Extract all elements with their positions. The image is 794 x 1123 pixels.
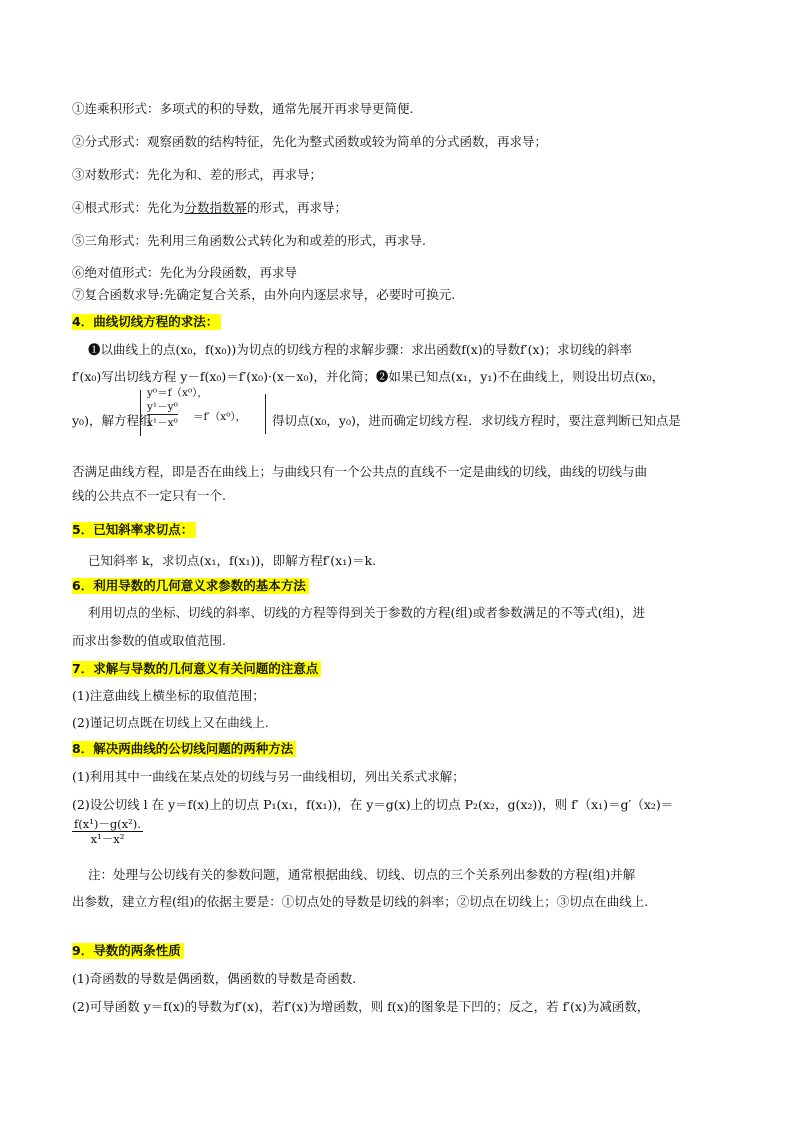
section-6-heading: 6．利用导数的几何意义求参数的基本方法 (72, 577, 732, 595)
system-row-1: y⁰＝f（x⁰）， (147, 387, 208, 399)
section-7-item-1: (1)注意曲线上横坐标的取值范围； (72, 688, 265, 703)
section-4-para-2: f′(x₀)写出切线方程 y－f(x₀)＝f′(x₀)·(x－x₀)，并化简；❷如果已知点(x₁，y₁)不在曲线上，则设出切点(x₀， (72, 369, 665, 384)
section-5-heading: 5．已知斜率求切点： (72, 521, 732, 539)
method-log-form: ③对数形式：先化为和、差的形式，再求导； (72, 167, 323, 182)
section-8-item-1: (1)利用其中一曲线在某点处的切线与另一曲线相切，列出关系式求解； (72, 769, 465, 784)
section-4-heading: 4．曲线切线方程的求法： (72, 313, 732, 331)
section-4-para-5: 线的公共点不一定只有一个. (72, 488, 226, 503)
section-8-item-2: (2)设公切线 l 在 y＝f(x)上的切点 P₁(x₁，f(x₁))，在 y＝g(x)上的切点 P₂(x₂，g(x₂))，则 f′（x₁)＝g′（x₂)＝ (72, 797, 674, 812)
method-trig-form: ⑤三角形式：先利用三角函数公式转化为和或差的形式，再求导. (72, 233, 426, 248)
section-9-item-1: (1)奇函数的导数是偶函数，偶函数的导数是奇函数. (72, 971, 357, 986)
method-fraction-form: ②分式形式：观察函数的结构特征，先化为整式函数或较为简单的分式函数，再求导； (72, 134, 548, 149)
section-9-item-2: (2)可导函数 y＝f(x)的导数为f′(x)，若f′(x)为增函数，则 f(x)的图象是下凹的；反之，若 f′(x)为减函数， (72, 999, 650, 1014)
section-6-para-2: 而求出参数的值或取值范围. (72, 633, 226, 648)
radical-text-a: ④根式形式：先化为 (72, 200, 185, 215)
slope-fraction-denominator: x¹－x² (90, 832, 125, 846)
fraction-exponent-term: 分数指数幂 (184, 200, 248, 215)
section-4-para-3b: 得切点(x₀，y₀)，进而确定切线方程．求切线方程时，要注意判断已知点是 (272, 413, 681, 428)
section-8-note-1: 注：处理与公切线有关的参数问题，通常根据曲线、切线、切点的三个关系列出参数的方程(组)并解 (88, 867, 636, 882)
section-5-para-1: 已知斜率 k，求切点(x₁，f(x₁))，即解方程f′(x₁)＝k. (88, 553, 377, 568)
method-abs-form: ⑥绝对值形式：先化为分段函数，再求导 (72, 265, 298, 280)
section-7-item-2: (2)谨记切点既在切线上又在曲线上. (72, 715, 269, 730)
section-6-para-1: 利用切点的坐标、切线的斜率、切线的方程等得到关于参数的方程(组)或者参数满足的不等式(组)，进 (88, 605, 646, 620)
system-row-2-den: x¹－x⁰ (147, 417, 178, 429)
system-right-brace (261, 394, 266, 434)
section-4-para-3a: y₀)，解方程组 (72, 413, 152, 428)
section-8-heading: 8．解决两曲线的公切线问题的两种方法 (72, 740, 732, 758)
radical-text-b: 的形式，再求导； (247, 200, 348, 215)
section-8-note-2: 出参数，建立方程(组)的依据主要是：①切点处的导数是切线的斜率；②切点在切线上；③切点在曲线上. (72, 894, 649, 909)
equation-system (140, 387, 273, 436)
slope-fraction (72, 817, 143, 846)
method-product-form: ①连乘积形式：多项式的积的导数，通常先展开再求导更简便. (72, 101, 414, 116)
section-9-heading: 9．导数的两条性质 (72, 942, 732, 960)
method-radical-form (72, 199, 732, 217)
section-7-heading: 7．求解与导数的几何意义有关问题的注意点 (72, 660, 732, 678)
method-composite-form: ⑦复合函数求导:先确定复合关系，由外向内逐层求导，必要时可换元. (72, 287, 456, 302)
system-row-2-eq: ＝f′（x⁰）， (193, 411, 247, 423)
system-row-2-num: y¹－y⁰ (147, 401, 178, 413)
section-4-para-4: 否满足曲线方程，即是否在曲线上；与曲线只有一个公共点的直线不一定是曲线的切线，曲线的切线与曲 (72, 464, 648, 479)
section-4-para-1: ❶以曲线上的点(x₀，f(x₀))为切点的切线方程的求解步骤：求出函数f(x)的导数f′(x)；求切线的斜率 (88, 342, 632, 357)
slope-fraction-numerator: f(x¹)－g(x²). (74, 817, 141, 831)
